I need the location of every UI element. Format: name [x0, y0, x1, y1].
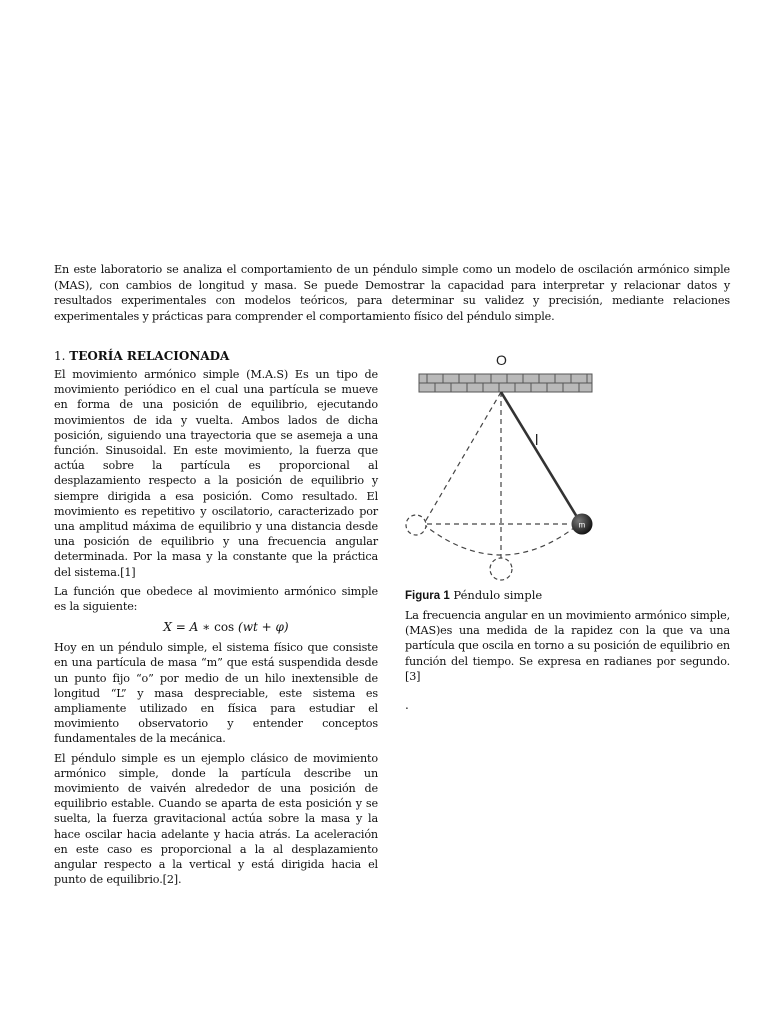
figure-caption: [405, 588, 730, 604]
left-column: [54, 348, 378, 892]
figure-caption-text: Péndulo simple: [449, 588, 543, 602]
theory-paragraph-3: Hoy en un péndulo simple, el sistema físico que consiste en una partícula de masa “m” que está suspendida desde un punto fijo “o” por medio de un hilo inextensible de longitud “L” y masa despreciable, este sistema es ampliamente utilizado en física para estudiar el movimiento observatorio y entender conceptos fundamentales de la mecánica.: [54, 641, 378, 746]
pendulum-diagram: [405, 350, 730, 582]
stray-dot: .: [405, 698, 409, 712]
ceiling-support: [419, 374, 592, 392]
theory-paragraph-4: El péndulo simple es un ejemplo clásico de movimiento armónico simple, donde la partícula describe un movimiento de vaivén alrededor de una posición de equilibrio estable. Cuando se aparta de esta posición y se suelta, la fuerza gravitacional actúa sobre la masa y la hace oscilar hacia adelante y hacia atrás. La aceleración en este caso es proporcional a la al desplazamiento angular respecto a la vertical y está dirigida hacia el punto de equilibrio.[2].: [54, 751, 378, 887]
figure-label: Figura 1: [405, 590, 450, 602]
equation-cos: cos: [214, 620, 235, 635]
pendulum-figure: [405, 350, 730, 582]
equation-left: X = A ∗: [163, 620, 215, 635]
mass-label-m: m: [578, 520, 586, 530]
length-label-l: l: [535, 432, 539, 449]
equilibrium-bob: [490, 558, 512, 580]
equation-right: (wt + φ): [234, 620, 289, 635]
section-title: TEORÍA RELACIONADA: [69, 349, 230, 363]
section-heading: [54, 348, 378, 364]
theory-paragraph-2: La función que obedece al movimiento armónico simple es la siguiente:: [54, 584, 378, 614]
pivot-label-o: O: [496, 352, 507, 368]
mas-equation: [54, 618, 378, 636]
section-number: 1.: [54, 349, 70, 363]
left-extreme-string: [425, 392, 501, 522]
pendulum-string: [501, 392, 577, 517]
right-column: [405, 350, 730, 688]
angular-frequency-paragraph: La frecuencia angular en un movimiento armónico simple, (MAS)es una medida de la rapidez con la que va una partícula que oscila en torno a su posición de equilibrio en función del tiempo. Se expresa en radianes por segundo. [3]: [405, 609, 730, 683]
abstract-paragraph: En este laboratorio se analiza el comportamiento de un péndulo simple como un modelo de oscilación armónico simple (MAS), con cambios de longitud y masa. Se puede Demostrar la capacidad para interpretar y relacionar datos y resultados experimentales con modelos teóricos, para determinar su validez y precisión, mediante relaciones experimentales y prácticas para comprender el comportamiento físico del péndulo simple.: [54, 263, 730, 323]
theory-paragraph-1: El movimiento armónico simple (M.A.S) Es un tipo de movimiento periódico en el cual una partícula se mueve en forma de una posición de equilibrio, ejecutando movimientos de ida y vuelta. Ambos lados de dicha posición, siguiendo una trayectoria que se asemeja a una función. Sinusoidal. En este movimiento, la fuerza que actúa sobre la partícula es proporcional al desplazamiento respecto a la posición de equilibrio y siempre dirigida a esa posición. Como resultado. El movimiento es repetitivo y oscilatorio, caracterizado por una amplitud máxima de equilibrio y una distancia desde una posición de equilibrio y una frecuencia angular determinada. Por la masa y la constante que la práctica del sistema.[1]: [54, 368, 378, 579]
left-extreme-bob: [406, 515, 426, 535]
